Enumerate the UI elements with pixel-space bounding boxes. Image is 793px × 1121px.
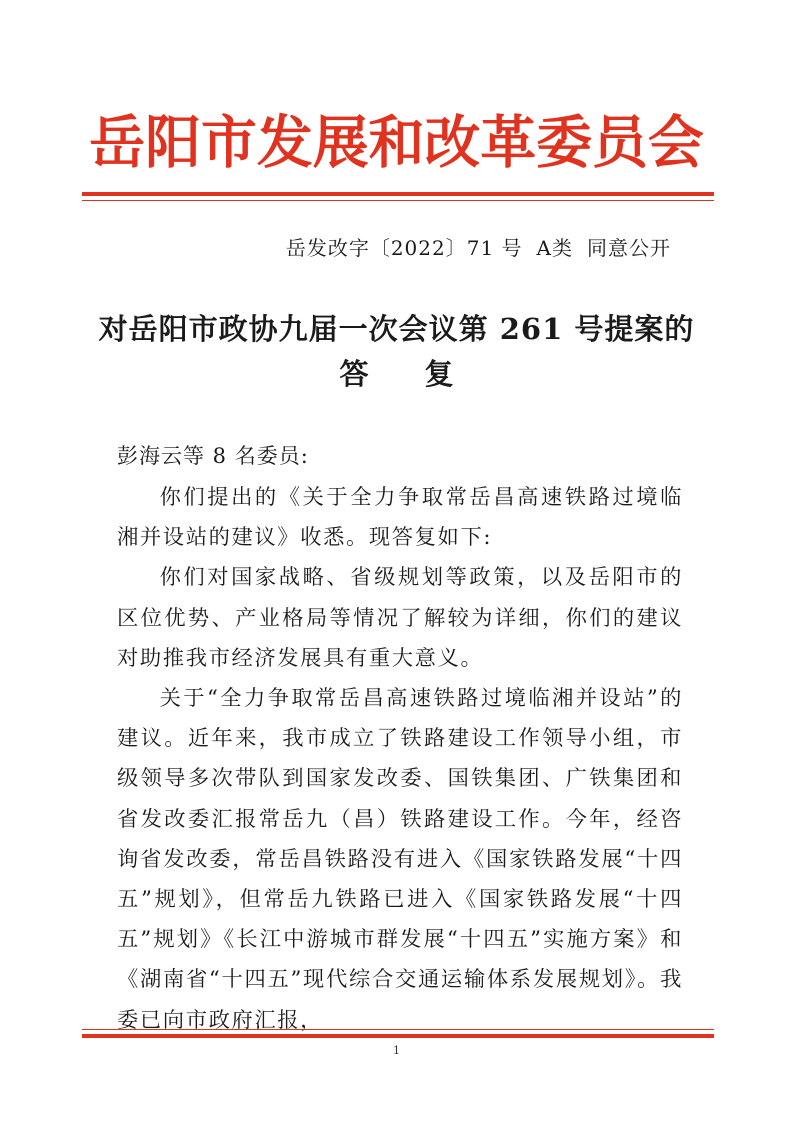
document-code: 岳发改字〔2022〕71 号	[285, 236, 523, 260]
reply-title-line1: 对岳阳市政协九届一次会议第 261 号提案的	[98, 312, 695, 346]
header-rule-thin	[82, 200, 714, 201]
reply-title-line2: 答复	[339, 357, 510, 391]
paragraph: 关于“全力争取常岳昌高速铁路过境临湘并设站”的建议。近年来，我市成立了铁路建设工作领导小组，市级领导多次带队到国家发改委、国铁集团、广铁集团和省发改委汇报常岳九（昌）铁路建设工作。今年，经咨询省发改委，常岳昌铁路没有进入《国家铁路发展“十四五”规划》，但常岳九铁路已进入《国家铁路发展“十四五”规划》《长江中游城市群发展“十四五”实施方案》和《湖南省“十四五”现代综合交通运输体系发展规划》。我委已向市政府汇报，	[117, 686, 683, 1033]
document-number	[286, 232, 671, 261]
body-text	[117, 478, 683, 1041]
document-category: A类	[536, 236, 573, 260]
header-rule-thick	[82, 192, 714, 196]
footer-rule-thick	[82, 1034, 714, 1038]
page-number: 1	[393, 1044, 400, 1057]
paragraph: 你们对国家战略、省级规划等政策，以及岳阳市的区位优势、产业格局等情况了解较为详细，你们的建议对助推我市经济发展具有重大意义。	[117, 565, 683, 671]
paragraph: 你们提出的《关于全力争取常岳昌高速铁路过境临湘并设站的建议》收悉。现答复如下:	[117, 485, 683, 551]
organization-header: 岳阳市发展和改革委员会	[89, 109, 704, 176]
salutation: 彭海云等 8 名委员:	[117, 444, 309, 468]
footer-rule-thin	[82, 1029, 714, 1030]
disclosure-status: 同意公开	[587, 236, 671, 260]
